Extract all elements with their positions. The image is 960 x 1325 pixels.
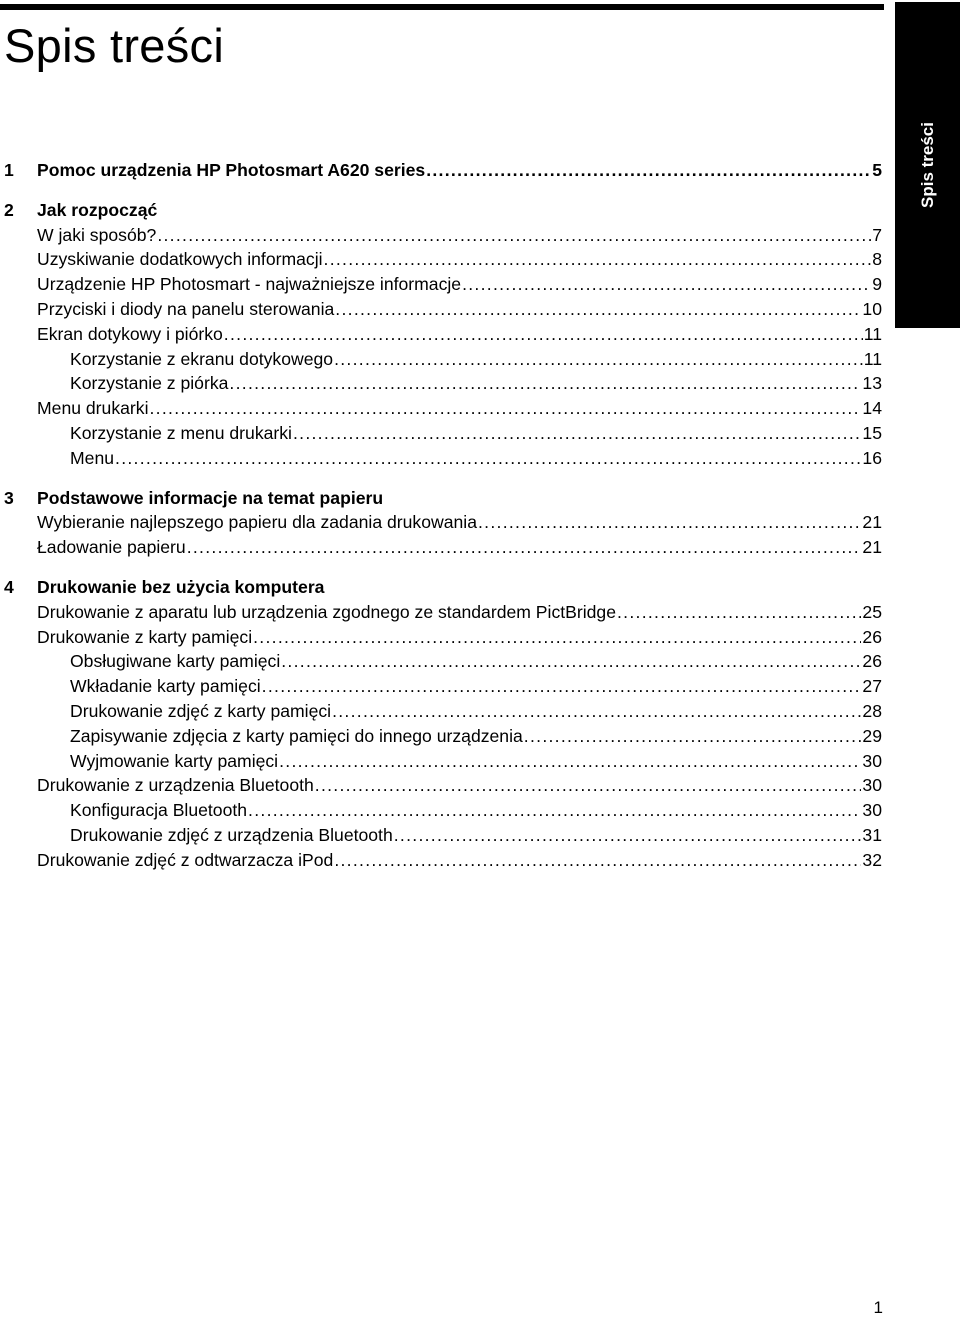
dot-leader [332, 699, 861, 724]
dot-leader [248, 798, 861, 823]
entry-title: Obsługiwane karty pamięci [70, 651, 281, 672]
toc-entry[interactable] [0, 773, 884, 798]
entry-title: Menu drukarki [37, 398, 149, 419]
dot-leader [262, 674, 862, 699]
toc-entry[interactable] [0, 297, 884, 322]
toc-entry[interactable] [0, 699, 884, 724]
dot-leader [281, 649, 861, 674]
toc-entry[interactable] [0, 798, 884, 823]
toc-entry[interactable] [0, 371, 884, 396]
entry-title: Ładowanie papieru [37, 537, 186, 558]
entry-page: 29 [862, 725, 882, 746]
chapter-gap [0, 471, 884, 486]
toc-entry[interactable] [0, 272, 884, 297]
toc-chapter[interactable] [0, 575, 884, 600]
dot-leader [253, 625, 861, 650]
toc-entry[interactable] [0, 848, 884, 873]
entry-page: 14 [862, 398, 882, 419]
entry-title: Wkładanie karty pamięci [70, 676, 261, 697]
entry-title: Drukowanie zdjęć z karty pamięci [70, 700, 332, 721]
entry-page: 13 [862, 373, 882, 394]
entry-title: Drukowanie z urządzenia Bluetooth [37, 775, 314, 796]
dot-leader [334, 347, 863, 372]
toc-entry[interactable] [0, 396, 884, 421]
entry-page: 31 [862, 824, 882, 845]
dot-leader [462, 272, 871, 297]
entry-page: 8 [872, 249, 882, 270]
entry-page: 21 [862, 537, 882, 558]
entry-page: 10 [862, 298, 882, 319]
entry-title: Korzystanie z piórka [70, 373, 229, 394]
side-tab [895, 2, 960, 328]
entry-page: 11 [863, 323, 882, 344]
entry-page: 11 [863, 348, 882, 369]
entry-title: Uzyskiwanie dodatkowych informacji [37, 249, 323, 270]
entry-page: 7 [872, 224, 882, 245]
chapter-number: 1 [4, 160, 14, 180]
dot-leader [157, 223, 871, 248]
dot-leader [334, 848, 861, 873]
chapter-number: 2 [4, 199, 14, 220]
dot-leader [279, 749, 861, 774]
entry-title: Urządzenie HP Photosmart - najważniejsze informacje [37, 274, 462, 295]
toc-entry[interactable] [0, 535, 884, 560]
entry-page: 21 [862, 512, 882, 533]
entry-title: W jaki sposób? [37, 224, 157, 245]
chapter-page: 5 [872, 160, 882, 180]
entry-page: 26 [862, 626, 882, 647]
dot-leader [229, 371, 861, 396]
chapter-title: Jak rozpocząć [37, 199, 158, 220]
toc-entry[interactable] [0, 347, 884, 372]
entry-page: 27 [862, 676, 882, 697]
toc-entry[interactable] [0, 724, 884, 749]
dot-leader [187, 535, 862, 560]
table-of-contents [0, 158, 884, 873]
entry-title: Przyciski i diody na panelu sterowania [37, 298, 335, 319]
entry-title: Menu [70, 447, 115, 468]
toc-entry[interactable] [0, 421, 884, 446]
toc-entry[interactable] [0, 600, 884, 625]
entry-page: 9 [872, 274, 882, 295]
entry-page: 32 [862, 849, 882, 870]
toc-entry[interactable] [0, 446, 884, 471]
dot-leader [524, 724, 862, 749]
entry-title: Ekran dotykowy i piórko [37, 323, 223, 344]
entry-title: Konfiguracja Bluetooth [70, 800, 248, 821]
dot-leader [315, 773, 862, 798]
toc-entry[interactable] [0, 223, 884, 248]
toc-entry[interactable] [0, 322, 884, 347]
dot-leader [478, 510, 861, 535]
entry-title: Korzystanie z ekranu dotykowego [70, 348, 334, 369]
entry-title: Wybieranie najlepszego papieru dla zadania drukowania [37, 512, 477, 533]
toc-entry[interactable] [0, 510, 884, 535]
dot-leader [224, 322, 863, 347]
toc-chapter[interactable] [0, 486, 884, 511]
toc-chapter[interactable] [0, 198, 884, 223]
toc-chapter[interactable] [0, 158, 884, 183]
entry-title: Wyjmowanie karty pamięci [70, 750, 279, 771]
chapter-gap [0, 183, 884, 198]
dot-leader [335, 297, 861, 322]
entry-title: Drukowanie zdjęć z odtwarzacza iPod [37, 849, 334, 870]
page-number: 1 [873, 1298, 883, 1317]
entry-page: 26 [862, 651, 882, 672]
chapter-number: 4 [4, 576, 14, 597]
dot-leader [426, 158, 871, 183]
entry-page: 30 [862, 800, 882, 821]
toc-entry[interactable] [0, 649, 884, 674]
entry-page: 25 [862, 601, 882, 622]
toc-entry[interactable] [0, 749, 884, 774]
dot-leader [324, 247, 872, 272]
entry-page: 28 [862, 700, 882, 721]
dot-leader [115, 446, 861, 471]
entry-page: 30 [862, 775, 882, 796]
toc-entry[interactable] [0, 247, 884, 272]
side-tab-label: Spis treści [917, 122, 937, 208]
entry-page: 15 [862, 422, 882, 443]
top-rule [0, 4, 884, 10]
entry-title: Zapisywanie zdjęcia z karty pamięci do innego urządzenia [70, 725, 523, 746]
chapter-number: 3 [4, 487, 14, 508]
chapter-title: Drukowanie bez użycia komputera [37, 576, 325, 597]
dot-leader [149, 396, 861, 421]
dot-leader [293, 421, 861, 446]
entry-title: Korzystanie z menu drukarki [70, 422, 292, 443]
entry-page: 16 [862, 447, 882, 468]
chapter-gap [0, 560, 884, 575]
dot-leader [617, 600, 861, 625]
entry-page: 30 [862, 750, 882, 771]
page-title: Spis treści [4, 19, 225, 72]
dot-leader [394, 823, 862, 848]
toc-entry[interactable] [0, 823, 884, 848]
toc-entry[interactable] [0, 625, 884, 650]
entry-title: Drukowanie z aparatu lub urządzenia zgodnego ze standardem PictBridge [37, 601, 616, 622]
entry-title: Drukowanie zdjęć z urządzenia Bluetooth [70, 824, 393, 845]
toc-entry[interactable] [0, 674, 884, 699]
entry-title: Drukowanie z karty pamięci [37, 626, 253, 647]
chapter-title: Podstawowe informacje na temat papieru [37, 487, 384, 508]
chapter-title: Pomoc urządzenia HP Photosmart A620 series [37, 160, 426, 180]
